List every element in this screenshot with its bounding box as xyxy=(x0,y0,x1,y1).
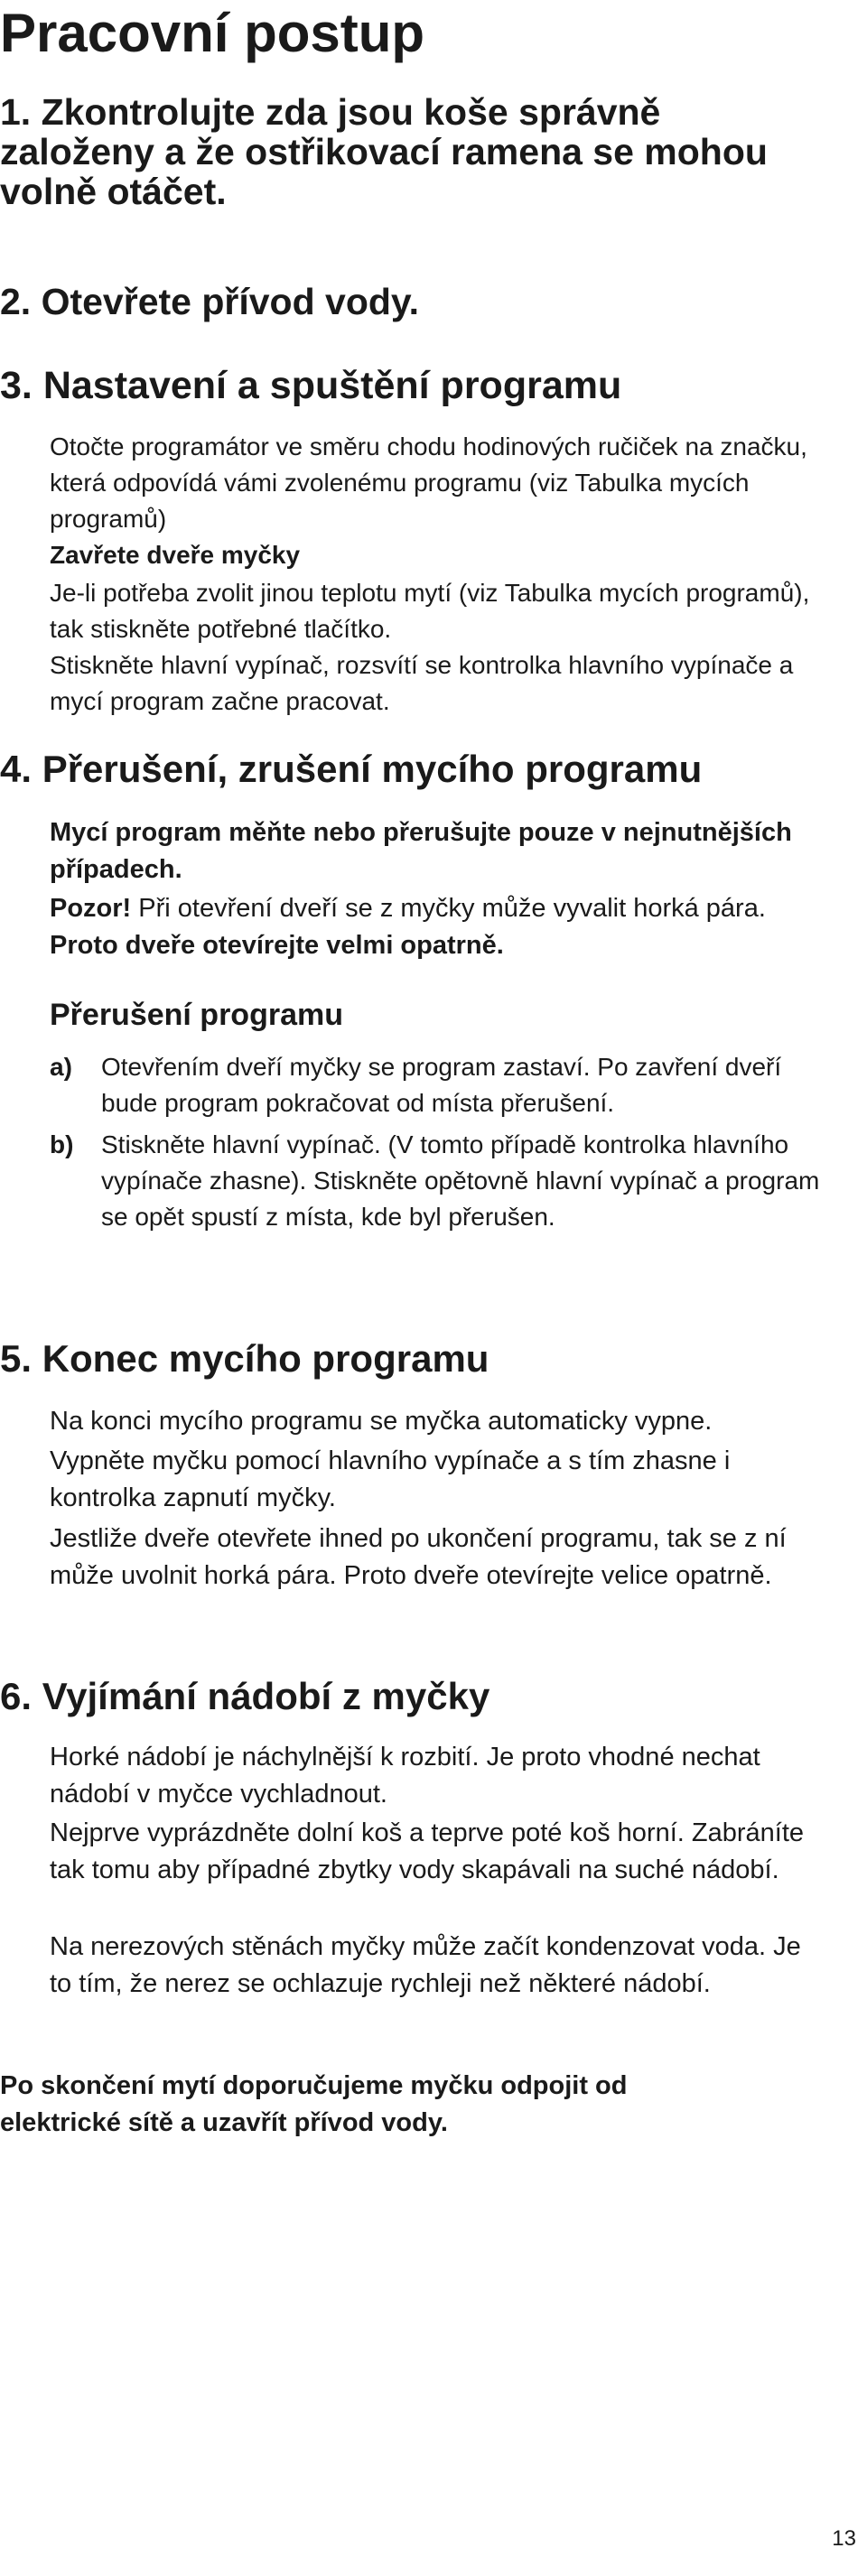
step-1-heading: 1. Zkontrolujte zda jsou koše správně založeny a že ostřikovací ramena se mohou volně otáčet. xyxy=(0,91,768,212)
list-item-b-label: b) xyxy=(50,1130,74,1158)
step-3-title: Nastavení a spuštění programu xyxy=(42,364,622,407)
step-3-paragraph-1: Otočte programátor ve směru chodu hodinových ručiček na značku, která odpovídá vámi zvolenému programu (viz Tabulka mycích programů) xyxy=(50,432,807,533)
step-3-bold-note: Zavřete dveře myčky xyxy=(50,541,301,569)
step-4-warning xyxy=(50,890,826,964)
step-5-paragraph-3: Jestliže dveře otevřete ihned po ukončení programu, tak se z ní může uvolnit horká pára. Proto dveře otevírejte velice opatrně. xyxy=(50,1524,787,1590)
list-item-b-text: Stiskněte hlavní vypínač. (V tomto případě kontrolka hlavního vypínače zhasne). Stiskněte opětovně hlavní vypínač a program se opět spustí z místa, kde byl přerušen. xyxy=(101,1130,820,1231)
warning-bold-text: Proto dveře otevírejte velmi opatrně. xyxy=(50,931,504,960)
step-5-heading: 5. Konec mycího programu xyxy=(0,1337,489,1380)
step-5-paragraph-2: Vypněte myčku pomocí hlavního vypínače a s tím zhasne i kontrolka zapnutí myčky. xyxy=(50,1446,731,1512)
step-5-paragraph-1: Na konci mycího programu se myčka automaticky vypne. xyxy=(50,1407,713,1436)
step-3-heading xyxy=(0,363,621,408)
step-4-intro: Mycí program měňte nebo přerušujte pouze v nejnutnějších případech. xyxy=(50,818,792,884)
step-3-paragraph-2: Je-li potřeba zvolit jinou teplotu mytí (viz Tabulka mycích programů), tak stiskněte potřebné tlačítko. xyxy=(50,579,810,643)
step-6-heading: 6. Vyjímání nádobí z myčky xyxy=(0,1675,490,1717)
step-4-subheading: Přerušení programu xyxy=(50,998,343,1032)
step-2-heading: 2. Otevřete přívod vody. xyxy=(0,281,420,322)
list-item-a-text: Otevřením dveří myčky se program zastaví. Po zavření dveří bude program pokračovat od místa přerušení. xyxy=(101,1053,782,1117)
page-title: Pracovní postup xyxy=(0,3,425,63)
step-6-paragraph-1: Horké nádobí je náchylnější k rozbití. Je proto vhodné nechat nádobí v myčce vychladnout. xyxy=(50,1743,760,1809)
step-3-number: 3. xyxy=(0,364,33,407)
footer-note: Po skončení mytí doporučujeme myčku odpojit od elektrické sítě a uzavřít přívod vody. xyxy=(0,2071,628,2137)
warning-label: Pozor! xyxy=(50,894,132,923)
page-number: 13 xyxy=(832,2526,856,2551)
step-6-paragraph-3: Na nerezových stěnách myčky může začít kondenzovat voda. Je to tím, že nerez se ochlazuje rychleji než některé nádobí. xyxy=(50,1932,801,1998)
step-3-paragraph-3: Stiskněte hlavní vypínač, rozsvítí se kontrolka hlavního vypínače a mycí program začne pracovat. xyxy=(50,651,794,715)
step-6-paragraph-2: Nejprve vyprázdněte dolní koš a teprve poté koš horní. Zabráníte tak tomu aby případné zbytky vody skapávali na suché nádobí. xyxy=(50,1818,805,1884)
warning-text: Při otevření dveří se z myčky může vyvalit horká pára. xyxy=(131,894,766,923)
step-4-heading: 4. Přerušení, zrušení mycího programu xyxy=(0,748,703,790)
list-item-a-label: a) xyxy=(50,1053,72,1081)
